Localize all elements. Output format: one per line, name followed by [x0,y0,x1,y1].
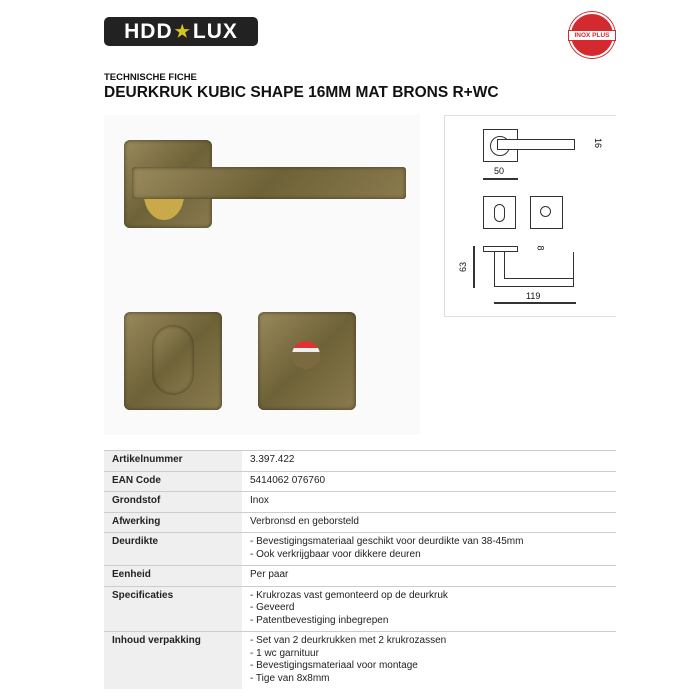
spec-value [242,533,616,566]
spec-value-line: - Krukrozas vast gemonteerd op de deurkruk [250,589,448,601]
table-row [104,632,616,690]
spec-label: Eenheid [104,566,242,587]
table-row [104,471,616,492]
table-row [104,566,616,587]
wc-indicator [292,341,320,369]
specifications-table [104,450,616,689]
spec-label: Specificaties [104,586,242,632]
spec-value-line: - Bevestigingsmateriaal voor montage [250,660,418,671]
spec-label: Deurdikte [104,533,242,566]
spec-value-line: - Ook verkrijgbaar voor dikkere deuren [250,548,421,560]
spec-value-line: Verbronsd en geborsteld [250,515,359,527]
spec-value [242,512,616,533]
spec-label: Inhoud verpakking [104,632,242,690]
spec-value-line: - Tige van 8x8mm [250,672,330,684]
handle-lever [132,167,406,199]
product-photo [104,115,420,435]
spec-value-line: 5414062 076760 [250,474,326,486]
spec-value-line: - Set van 2 deurkrukken met 2 krukrozassen [250,635,447,646]
spec-value-line: - Patentbevestiging inbegrepen [250,614,389,626]
table-row [104,586,616,632]
spec-value [242,451,616,472]
technical-drawing [444,115,616,317]
spec-value-line: 3.397.422 [250,454,295,465]
logo-text: LUX [192,19,238,43]
table-row [104,533,616,566]
spec-value-line: Per paar [250,569,289,580]
dim-length: 119 [526,291,541,301]
spec-value-line: Inox [250,495,269,506]
spec-value [242,492,616,513]
page-title: DEURKRUK KUBIC SHAPE 16MM MAT BRONS R+WC [104,84,499,101]
spec-value [242,586,616,632]
spec-value-line: - Geveerd [250,602,295,613]
spec-value [242,566,616,587]
spec-value-line: - Bevestigingsmateriaal geschikt voor deurdikte van 38-45mm [250,536,524,547]
spec-label: Grondstof [104,492,242,513]
document-subtitle: TECHNISCHE FICHE [104,72,197,83]
table-row [104,451,616,472]
logo-text: HDD [124,19,173,43]
spec-label: Artikelnummer [104,451,242,472]
spec-value [242,471,616,492]
inox-plus-seal: INOX PLUS [569,12,615,58]
table-row [104,492,616,513]
hdd-lux-logo [104,17,258,46]
key-oval [152,325,194,395]
spec-value-line: - 1 wc garnituur [250,647,319,659]
star-icon: ★ [174,21,191,41]
dim-projection: 63 [458,261,469,273]
dim-depth: 8 [535,245,546,251]
dim-height: 16 [593,137,604,149]
dim-rose: 50 [494,166,505,176]
spec-value [242,632,616,690]
spec-label: Afwerking [104,512,242,533]
table-row [104,512,616,533]
spec-label: EAN Code [104,471,242,492]
